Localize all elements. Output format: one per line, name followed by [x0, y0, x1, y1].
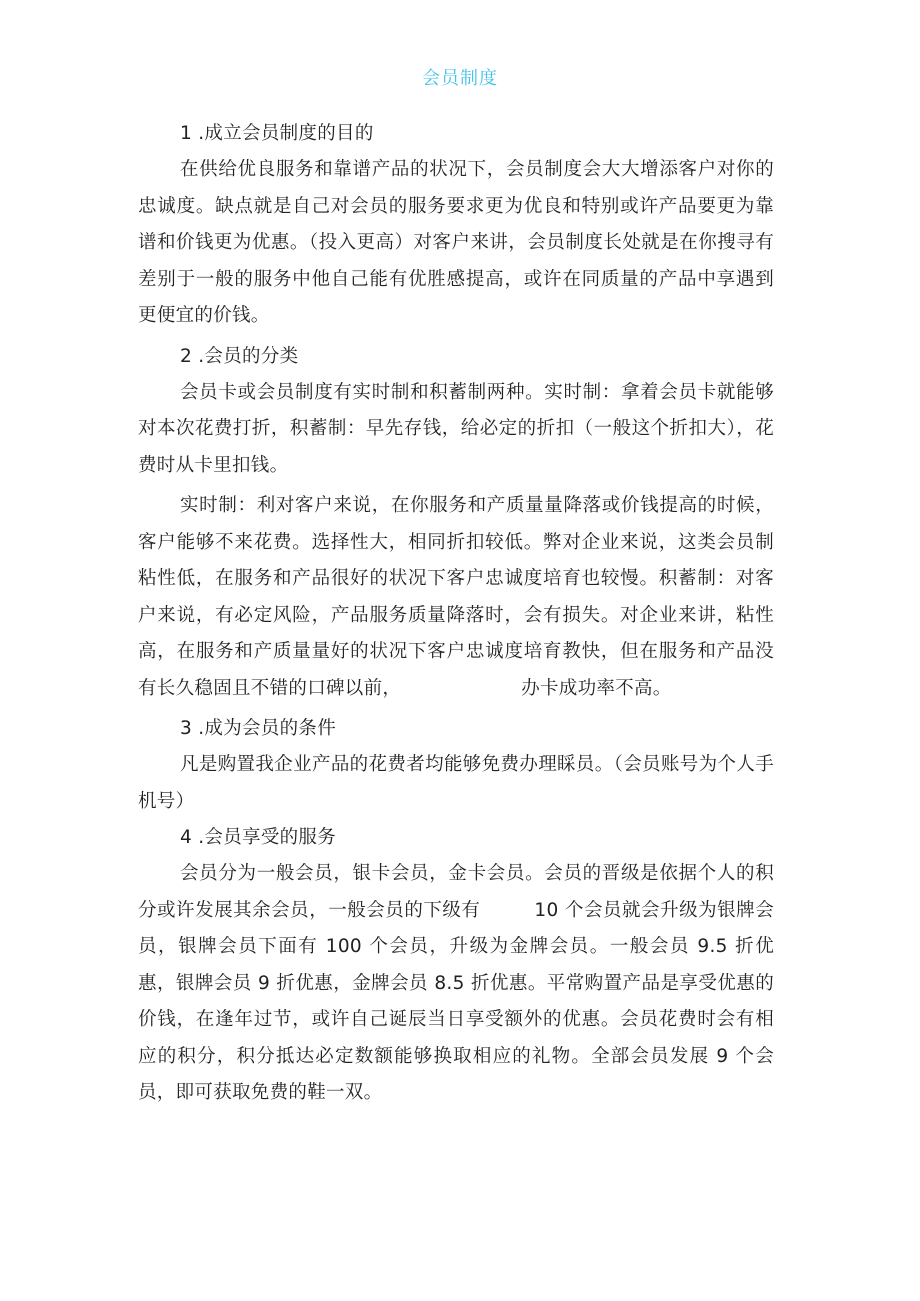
section-heading: 3 .成为会员的条件 — [180, 718, 337, 739]
paragraph: 在供给优良服务和靠谱产品的状况下，会员制度会大大增添客户对你的忠诚度。缺点就是自己对会员的服务要求更为优良和特别或许产品要更为靠谱和价钱更为优惠。（投入更高）对客户来讲，会员制度长处就是在你搜寻有差别于一般的服务中他自己能有优胜感提高，或许在同质量的产品中享遇到更便宜的价钱。 — [138, 159, 774, 326]
paragraph — [138, 856, 774, 1112]
section-heading: 4 .会员享受的服务 — [180, 827, 337, 848]
section-conditions — [138, 711, 774, 820]
paragraph-text: 实时制：利对客户来说，在你服务和产质量量降落或价钱提高的时候，客户能够不来花费。选择性大，相同折扣较低。弊对企业来说，这类会员制粘性低，在服务和产品很好的状况下客户忠诚度培育也较慢。积蓄制：对客户来说，有必定风险，产品服务质量降落时，会有损失。对企业来讲，粘性高，在服务和产质量量好的状况下客户忠诚度培育教快，但在服务和产品没有长久稳固且不错的口碑以前， — [138, 495, 774, 699]
paragraph-text: 办卡成功率不高。 — [521, 677, 672, 699]
section-services — [138, 820, 774, 1112]
page-title: 会员制度 — [422, 68, 498, 89]
paragraph — [138, 488, 774, 707]
section-heading: 1 .成立会员制度的目的 — [180, 123, 374, 144]
section-classification — [138, 339, 774, 708]
paragraph: 会员卡或会员制度有实时制和积蓄制两种。实时制：拿着会员卡就能够对本次花费打折，积蓄制：早先存钱，给必定的折扣（一般这个折扣大），花费时从卡里扣钱。 — [138, 381, 774, 476]
paragraph-text: 会员分为一般会员，银卡会员，金卡会员。会员的晋级是依据个人的积分或许发展其余会员，一般会员的下级有 — [138, 863, 774, 921]
paragraph: 凡是购置我企业产品的花费者均能够免费办理睬员。（会员账号为个人手机号） — [138, 754, 774, 812]
section-purpose — [138, 116, 774, 335]
paragraph-text: 10 个会员就会升级为银牌会员，银牌会员下面有 100 个会员，升级为金牌会员。一般会员 9.5 折优惠，银牌会员 9 折优惠，金牌会员 8.5 折优惠。平常购置产品是享受优惠的价钱，在逢年过节，或许自己诞辰当日享受额外的优惠。会员花费时会有相应的积分，积分抵达必定数额能够换取相应的礼物。全部会员发展 9 个会员，即可获取免费的鞋一双。 — [138, 899, 774, 1103]
document-body — [138, 116, 774, 1112]
section-heading: 2 .会员的分类 — [180, 345, 299, 367]
